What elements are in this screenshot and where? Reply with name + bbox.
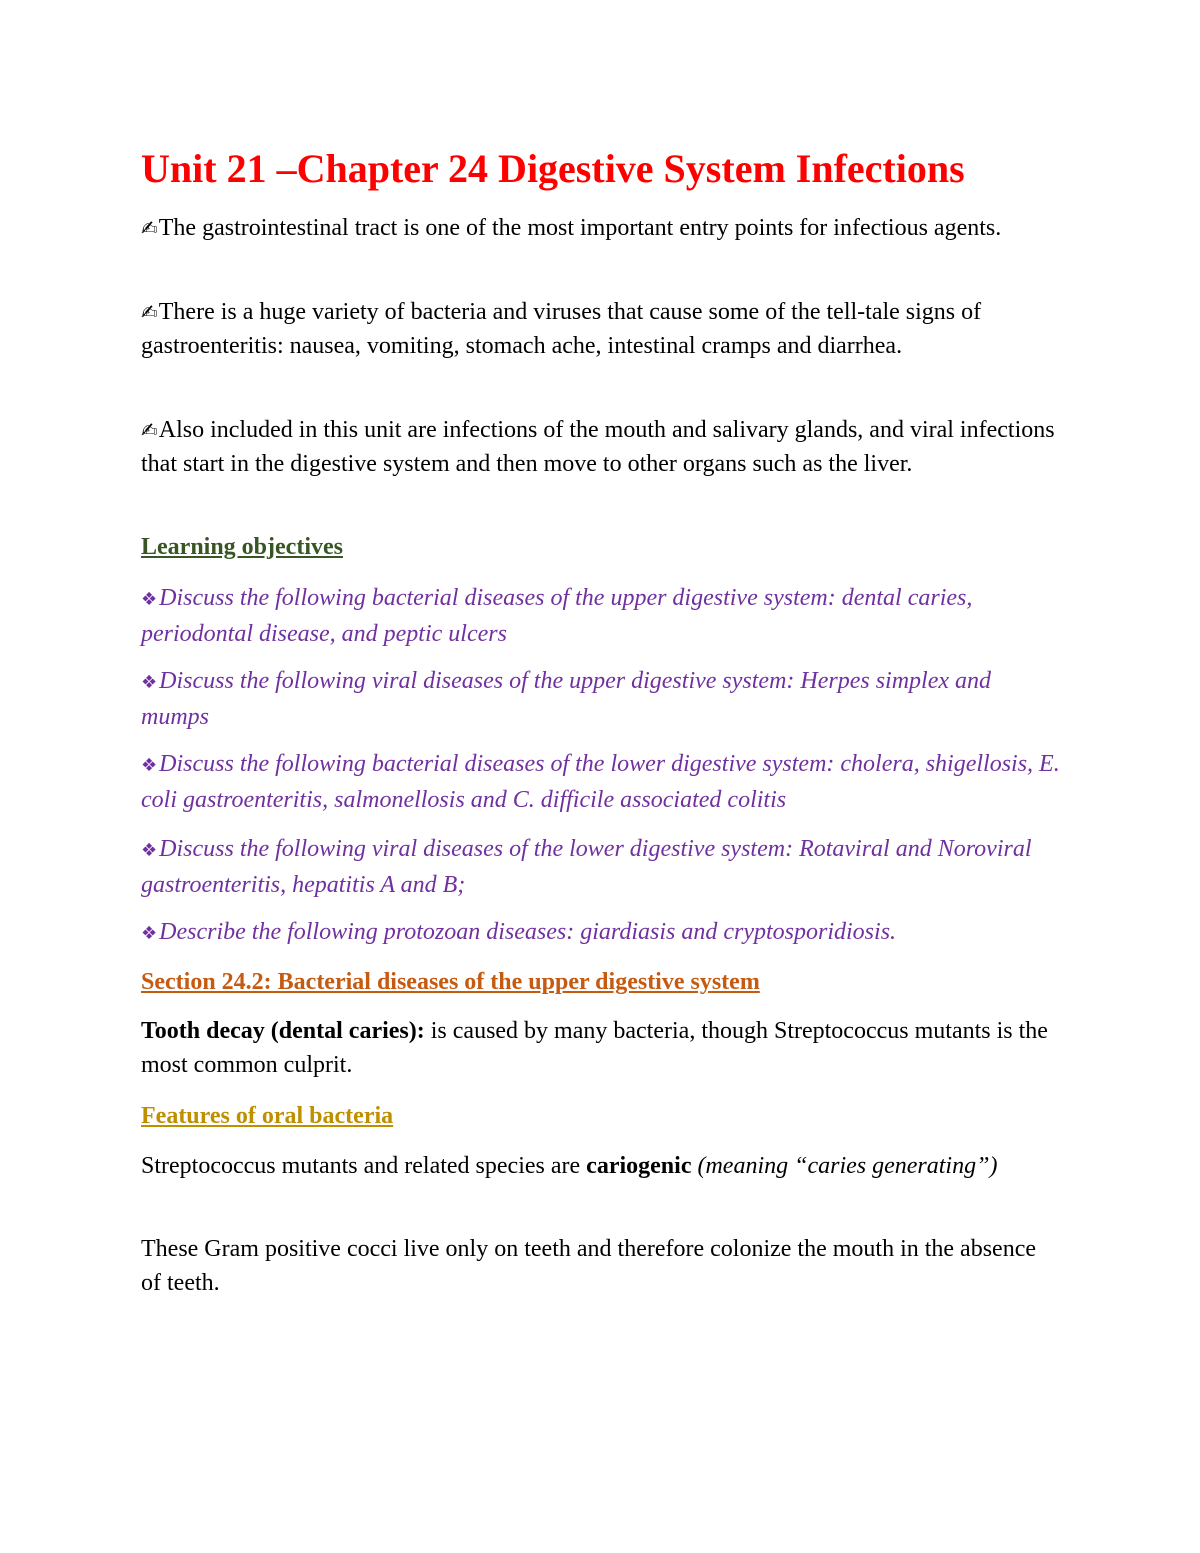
learning-objectives-heading: Learning objectives (141, 534, 343, 560)
objective-item-5 (141, 915, 1061, 951)
page-title: Unit 21 –Chapter 24 Digestive System Infections (141, 146, 965, 191)
features-paragraph-1 (141, 1149, 1061, 1183)
objective-text-1: Discuss the following bacterial diseases of the upper digestive system: dental caries, periodontal disease, and peptic ulcers (141, 585, 973, 647)
diamond-star-icon: ❖ (141, 923, 158, 944)
intro-paragraph-2 (141, 295, 1061, 363)
features-paragraph-2: These Gram positive cocci live only on teeth and therefore colonize the mouth in the absence of teeth. (141, 1236, 1037, 1296)
objective-item-4 (141, 832, 1061, 902)
objective-text-3: Discuss the following bacterial diseases of the lower digestive system: cholera, shigellosis, E. coli gastroenteritis, salmonellosis and C. difficile associated colitis (141, 751, 1060, 813)
diamond-star-icon: ❖ (141, 672, 158, 693)
intro-text-2: There is a huge variety of bacteria and viruses that cause some of the tell-tale signs of gastroenteritis: nausea, vomiting, stomach ache, intestinal cramps and diarrhea. (141, 299, 982, 359)
objective-item-2 (141, 664, 1061, 734)
objective-text-2: Discuss the following viral diseases of the upper digestive system: Herpes simplex and mumps (141, 668, 992, 730)
diamond-star-icon: ❖ (141, 755, 158, 776)
objective-text-5: Describe the following protozoan diseases: giardiasis and cryptosporidiosis. (159, 919, 897, 945)
writing-hand-icon: ✍ (141, 216, 158, 240)
tooth-decay-paragraph (141, 1014, 1061, 1082)
cariogenic-meaning: (meaning “caries generating”) (691, 1153, 998, 1179)
objective-item-1 (141, 581, 1061, 651)
tooth-decay-text: is caused by many bacteria, though Streptococcus mutants is the most common culprit. (141, 1018, 1048, 1078)
writing-hand-icon: ✍ (141, 418, 158, 442)
intro-paragraph-1 (141, 211, 1061, 245)
intro-text-1: The gastrointestinal tract is one of the most important entry points for infectious agents. (158, 215, 1002, 241)
intro-paragraph-3 (141, 413, 1061, 481)
writing-hand-icon: ✍ (141, 300, 158, 324)
diamond-star-icon: ❖ (141, 840, 158, 861)
features-heading: Features of oral bacteria (141, 1103, 394, 1129)
section-heading: Section 24.2: Bacterial diseases of the upper digestive system (141, 969, 760, 995)
tooth-decay-term: Tooth decay (dental caries): (141, 1018, 425, 1044)
features-p1-text: Streptococcus mutants and related species are (141, 1153, 587, 1179)
diamond-star-icon: ❖ (141, 589, 158, 610)
cariogenic-term: cariogenic (586, 1153, 692, 1179)
intro-text-3: Also included in this unit are infections of the mouth and salivary glands, and viral infections that start in the digestive system and then move to other organs such as the liver. (141, 417, 1055, 477)
objective-text-4: Discuss the following viral diseases of the lower digestive system: Rotaviral and Noroviral gastroenteritis, hepatitis A and B; (141, 836, 1032, 898)
objective-item-3 (141, 747, 1061, 817)
